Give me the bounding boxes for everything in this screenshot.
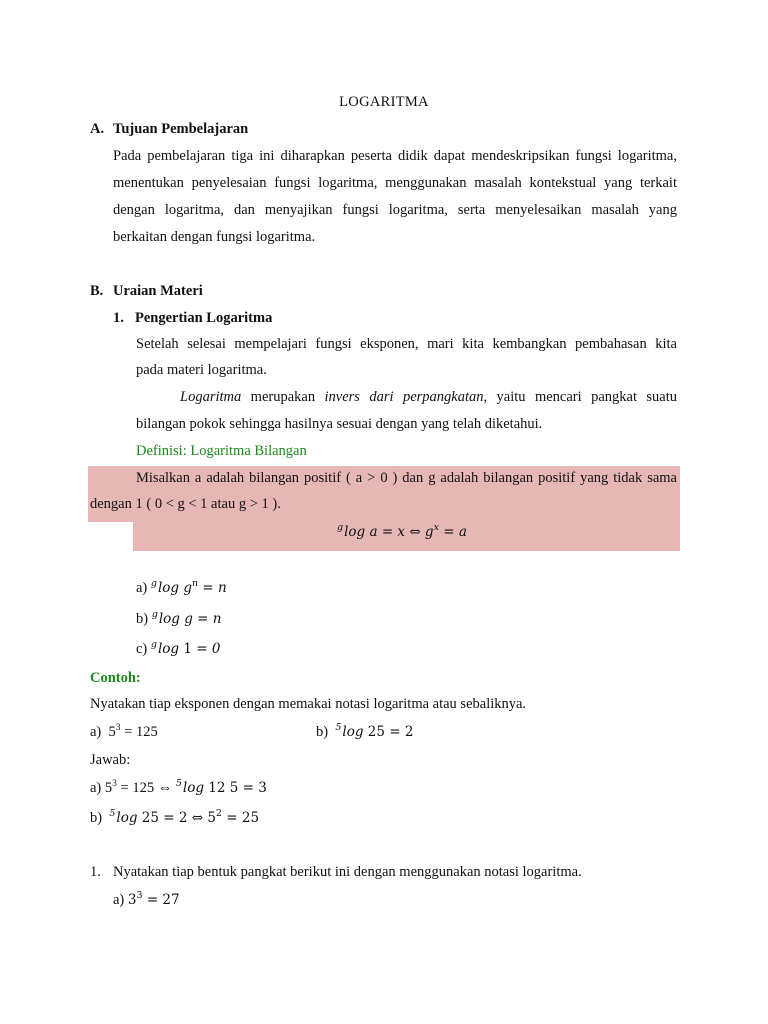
definition-formula: $^g$log a = x ⇔ $g^x = a$ <box>337 522 467 540</box>
example-item-a: a) $5^3 = 125$ <box>90 723 158 740</box>
example-heading: Contoh: <box>90 670 141 686</box>
page-title: LOGARITMA <box>339 94 429 110</box>
definition-label: Definisi: Logaritma Bilangan <box>136 443 307 459</box>
property-c: c) $^g$log 1 = 0 <box>136 639 221 657</box>
section-a-heading: Tujuan Pembelajaran <box>113 121 249 137</box>
exercise-label: 1. <box>90 864 101 880</box>
exercise-item-a: a) $3^3 = 27$ <box>113 890 180 908</box>
subsection-1-label: 1. <box>113 310 124 326</box>
example-item-b: b) $^5$log 25 = 2 <box>316 722 414 740</box>
paragraph-2-line-1: Logaritma merupakan invers dari perpangkatan, yaitu mencari pangkat suatu <box>180 389 678 405</box>
example-instruction: Nyatakan tiap eksponen dengan memakai notasi logaritma atau sebaliknya. <box>90 696 527 712</box>
property-a: a) $^g$log $g^n = n$ <box>136 578 227 596</box>
paragraph-1-line-1: Setelah selesai mempelajari fungsi eksponen, mari kita kembangkan pembahasan kita <box>136 336 677 352</box>
answer-a: a) $5^3 = 125$ ⇔ $^5$log 12 5 = 3 <box>90 778 267 796</box>
term-invers: invers dari perpangkatan <box>324 389 484 405</box>
exercise-text: Nyatakan tiap bentuk pangkat berikut ini dengan menggunakan notasi logaritma. <box>113 864 582 880</box>
property-b: b) $^g$log g = n <box>136 609 222 627</box>
answer-b: b) $^5$log 25 = 2 ⇔ $5^2 = 25$ <box>90 808 260 826</box>
paragraph-1-line-2: pada materi logaritma. <box>136 362 267 378</box>
definition-line-2: dengan 1 ( 0 < g < 1 atau g > 1 ). <box>90 496 281 512</box>
subsection-1-heading: Pengertian Logaritma <box>135 310 273 326</box>
term-logaritma: Logaritma <box>180 389 242 405</box>
section-a-label: A. <box>90 121 105 137</box>
section-a-line-1: Pada pembelajaran tiga ini diharapkan peserta didik dapat mendeskripsikan fungsi logaritma, <box>113 148 677 164</box>
paragraph-2-line-2: bilangan pokok sehingga hasilnya sesuai dengan yang telah diketahui. <box>136 416 543 432</box>
section-b-heading: Uraian Materi <box>113 283 203 299</box>
section-b-label: B. <box>90 283 104 299</box>
section-a-line-4: berkaitan dengan fungsi logaritma. <box>113 229 316 245</box>
answer-label: Jawab: <box>90 752 131 768</box>
definition-line-1: Misalkan a adalah bilangan positif ( a > 0 ) dan g adalah bilangan positif yang tidak sama <box>136 470 677 486</box>
section-a-line-2: menentukan penyelesaian fungsi logaritma, menggunakan masalah kontekstual yang terkait <box>113 175 677 191</box>
section-a-line-3: dengan logaritma, dan menyajikan fungsi logaritma, serta menyelesaikan masalah yang <box>113 202 677 218</box>
